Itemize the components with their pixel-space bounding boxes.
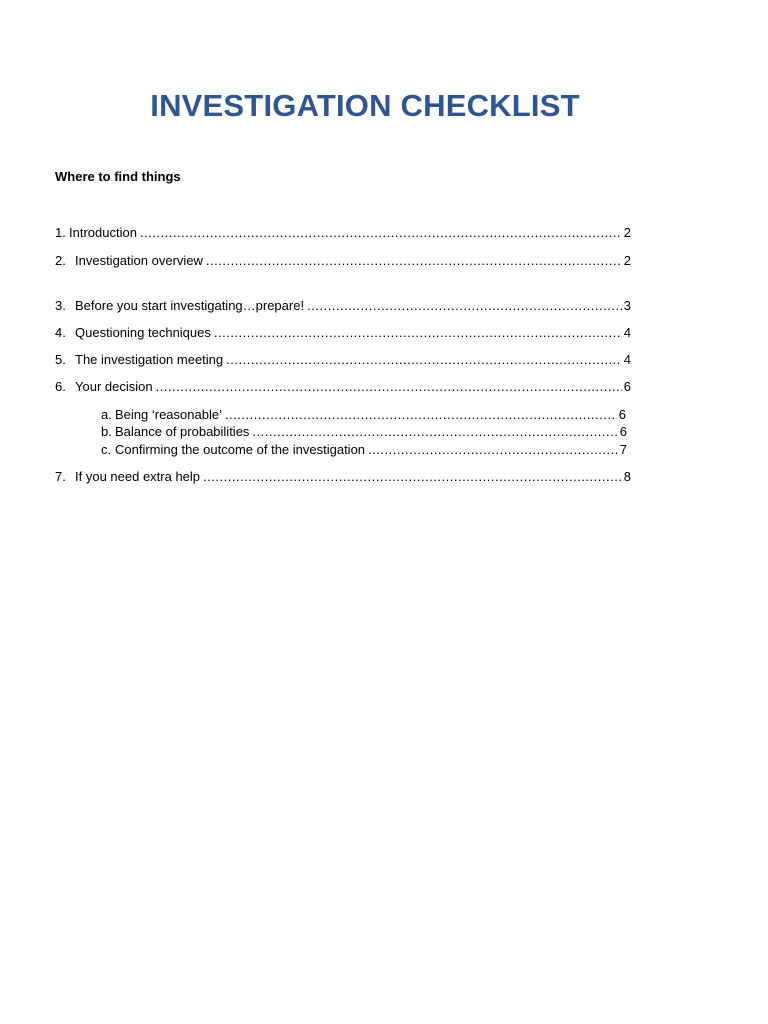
toc-entry-number: 7. (55, 469, 66, 484)
toc-entry-investigation-meeting[interactable] (55, 352, 631, 368)
toc-entry-page: 6 (623, 379, 631, 394)
toc-entry-label: Investigation overview (75, 253, 203, 268)
toc-entry-page: 4 (623, 352, 631, 367)
toc-entry-number: a. (101, 407, 112, 422)
toc-entry-leader (156, 379, 622, 395)
toc-entry-number: 4. (55, 325, 66, 340)
toc-entry-number: 1. (55, 225, 66, 240)
toc-entry-label: The investigation meeting (75, 352, 224, 367)
toc-entry-label: Before you start investigating…prepare! (75, 298, 305, 313)
toc-entry-label: Introduction (69, 225, 137, 240)
toc-subentry-confirming-outcome[interactable] (101, 442, 627, 458)
toc-entry-introduction[interactable] (55, 225, 631, 241)
toc-entry-label: Confirming the outcome of the investigation (115, 442, 366, 457)
toc-entry-number: c. (101, 442, 112, 457)
toc-entry-leader (206, 253, 622, 269)
toc-entry-questioning-techniques[interactable] (55, 325, 631, 341)
toc-entry-extra-help[interactable] (55, 469, 631, 485)
toc-entry-page: 3 (623, 298, 631, 313)
toc-entry-label: Being ‘reasonable’ (115, 407, 222, 422)
section-heading: Where to find things (55, 169, 181, 184)
toc-entry-label: Balance of probabilities (115, 424, 250, 439)
toc-entry-leader (252, 424, 617, 440)
toc-entry-number: 5. (55, 352, 66, 367)
toc-entry-number: 3. (55, 298, 66, 313)
toc-entry-label: If you need extra help (75, 469, 201, 484)
toc-entry-page: 2 (623, 253, 631, 268)
toc-entry-number: 2. (55, 253, 66, 268)
toc-entry-page: 4 (623, 325, 631, 340)
toc-entry-label: Questioning techniques (75, 325, 211, 340)
toc-subentry-being-reasonable[interactable] (101, 407, 626, 423)
toc-entry-page: 7 (619, 442, 627, 457)
toc-entry-your-decision[interactable] (55, 379, 631, 395)
toc-entry-number: b. (101, 424, 112, 439)
toc-entry-leader (214, 325, 622, 341)
toc-entry-page: 2 (623, 225, 631, 240)
toc-entry-leader (368, 442, 618, 458)
toc-entry-page: 6 (618, 407, 626, 422)
toc-entry-label: Your decision (75, 379, 153, 394)
toc-entry-page: 8 (623, 469, 631, 484)
toc-entry-before-you-start[interactable] (55, 298, 631, 314)
toc-subentry-balance-of-probabilities[interactable] (101, 424, 627, 440)
toc-entry-investigation-overview[interactable] (55, 253, 631, 269)
toc-entry-leader (203, 469, 622, 485)
toc-entry-leader (226, 352, 622, 368)
toc-entry-number: 6. (55, 379, 66, 394)
page-title: INVESTIGATION CHECKLIST (150, 88, 580, 123)
toc-entry-leader (225, 407, 617, 423)
toc-entry-leader (140, 225, 622, 241)
toc-entry-leader (307, 298, 622, 314)
toc-entry-page: 6 (619, 424, 627, 439)
